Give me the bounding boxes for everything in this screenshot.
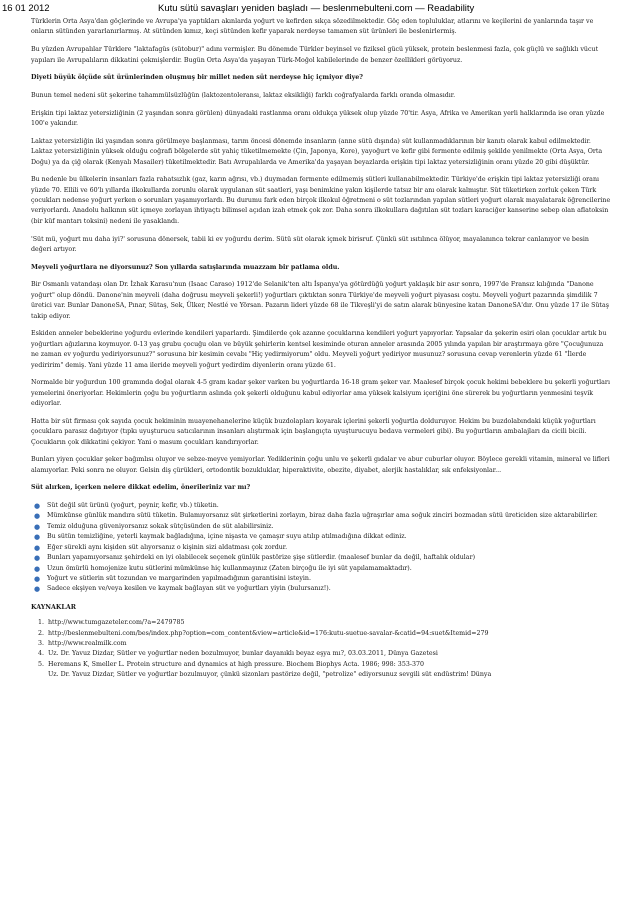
list-item: ● Süt değil süt ürünü (yoğurt, peynir, kefir, vb.) tüketin. — [31, 501, 611, 511]
references-heading: KAYNAKLAR — [31, 603, 76, 611]
paragraph: Erişkin tipi laktaz yetersizliğinin (2 yaşından sonra görülen) dünyadaki rastlanma oranı oldukça yüksek olup yüzde 70'tir. Asya, Afrika ve Amerikan yerli halklarında ise oran yüzde 100'e yakındır. — [31, 109, 605, 128]
question-heading: Meyveli yoğurtlara ne diyorsunuz? Son yıllarda satışlarında muazzam bir patlama oldu. — [31, 263, 340, 271]
article-body — [31, 17, 611, 681]
question-heading: Diyeti büyük ölçüde süt ürünlerinden oluşmuş bir millet neden süt nerdeyse hiç içmiyor diye? — [31, 74, 363, 82]
reference-link[interactable]: 1. http://www.tumgazeteler.com/?a=2479785 — [46, 618, 611, 628]
paragraph: Türklerin Orta Asya'dan göçlerinde ve Avrupa'ya yaptıkları akınlarda yoğurt ve kefirden sıkça sözedilmektedir. Göç eden topluluklar, atlarını ve keçilerini de yanlarında taşır ve onların sütünden yararlanırlarmış. At sütünden kımız, keçi sütünden kefir yaparak nerdeyse tamamen süt ürünleri ile beslenirlermiş. — [31, 18, 594, 36]
list-item: ● Mümkünse günlük mandıra sütü tüketin. Bulamıyorsanız süt şirketlerini zorlayın, biraz daha fazla uğraşırlar ama soğuk zinciri bozmadan sütü üreticiden size aktarabilirler. — [31, 511, 611, 521]
print-header — [0, 0, 638, 16]
reference-item: 4. Uz. Dr. Yavuz Dizdar, Sütler ve yoğurtlar neden bozulmuyor, bunlar dayanıklı beyaz eşya mı?, 03.03.2011, Dünya Gazetesi — [46, 649, 611, 659]
list-item: ● Bu sütün temizliğine, yeterli kaymak bağladığına, içine nişasta ve çamaşır suyu atılıp atılmadığına dikkat ediniz. — [31, 532, 611, 542]
advice-list — [31, 501, 611, 595]
paragraph: Normalde bir yoğurdun 100 gramında doğal olarak 4-5 gram kadar şeker varken bu yoğurtlarda 16-18 gram şeker var. Maalesef birçok çocuk hekimi bebeklere bu şekerli yoğurtları yemelerini öneriyorlar. Hekimlerin çoğu bu yoğurtların aslında çok şekerli olduğunu kabul ediyorlar ama yüksek kalsiyum içeriğini öne sürerek bu yoğurtların yenmesini teşvik ediyorlar. — [31, 379, 610, 408]
reference-item: 5. Heremans K, Smeller L. Protein structure and dynamics at high pressure. Biochem Biophys Acta. 1986; 998: 353-370 — [46, 660, 611, 670]
question-heading: Süt alırken, içerken nelere dikkat edelim, önerileriniz var mı? — [31, 484, 251, 492]
list-item: ● Uzun ömürlü homojenize kutu sütlerini mümkünse hiç kullanmayınız (Zaten birçoğu ile iyi süt yapılamamaktadır). — [31, 564, 611, 574]
paragraph: Bunları yiyen çocuklar şeker bağımlısı oluyor ve sebze-meyve yemiyorlar. Yediklerinin çoğu unlu ve şekerli gıdalar ve abur cuburlar oluyor. Böylece gerekli vitamin, mineral ve lifleri alamıyorlar. Peki sonra ne oluyor. Gelsin diş çürükleri, ortodontik bozukluklar, hiperaktivite, obezite, diyabet, alerjik hastalıklar, sık enfeksiyonlar... — [31, 456, 610, 474]
paragraph: Bu nedenle bu ülkelerin insanları fazla rahatsızlık (gaz, karın ağrısı, vb.) duymadan fermente edilmemiş sütleri kullanabilmektedir. Türkiye'de erişkin tipi laktaz yetersizliği oranı yüzde 70. Ellili ve 60'lı yıllarda ilkokullarda zorunlu olarak uygulanan süt saatleri, yaşı benimkine yakın kişilerde tatsız bir anı olarak kalmıştır. Süt tüketirken zorluk çeken Türk çocukları nedense yoğurt yerken o sorunları yaşamıyorlardı. Bu durumu fark eden birçok ilkokul öğretmeni o süt tozlarından yapılan sütleri yoğurt olarak mayalatarak öğrencilerine veriyorlardı. Anadolu halkının süt içmeye zorlayan ihtiyaçtı bilimsel açıdan izah etmek çok zor. Daha sonra ilkokullara dağıtılan süt tozları karaciğer kanserine sebep olan aflatoksin (bir küf mantarı toksini) nedeni ile yasaklandı. — [31, 176, 611, 225]
list-item: ● Bunları yapamıyorsanız şehirdeki en iyi olabilecek seçenek günlük pastörize şişe sütlerdir. (maalesef bunlar da değil, haftalık oldular) — [31, 553, 611, 563]
paragraph: Bu yüzden Avrupalılar Türklere "laktafagüs (sütobur)" adını vermişler. Bu dönemde Türkler beyinsel ve fiziksel gücü yüksek, protein beslenmesi fazla, çok güçlü ve sağlıklı vücut yapıları ile Avrupalıların dikkatini çekmişlerdir. Bugün Orta Asya'da yaşayan Türk-Moğol kabilelerinde de benzer özellikleri görüyoruz. — [31, 46, 599, 64]
paragraph: 'Süt mü, yoğurt mu daha iyi?' sorusuna dönersek, tabii ki ev yoğurdu derim. Sütü süt olarak içmek birisruf. Çünkü süt ısıtılınca ölüyor, mayalanınca tekrar canlanıyor ve besin değeri artıyor. — [31, 235, 589, 253]
print-title: Kutu sütü savaşları yeniden başladı — beslenmebulteni.com — Readability — [158, 3, 475, 14]
paragraph: Hatta bir süt firması çok sayıda çocuk hekiminin muayenehanelerine küçük buzdolapları koyarak içlerini şekerli yoğurtla dolduruyor. Hekim bu buzdolabındaki küçük yoğurtları çocuklara parasız dağıtıyor (tıpkı uyuşturucu satıcılarının insanları alıştırmak için başlangıçta uyuşturucuyu bedava vermeleri gibi). Bu yoğurtların ambalajları da cicili bicili. Çocukların çok dikkatini çekiyor. Yani o masum çocukları kandırıyorlar. — [31, 417, 596, 446]
paragraph: Eskiden anneler bebeklerine yoğurdu evlerinde kendileri yaparlardı. Şimdilerde çok azanne çocuklarına kendileri yoğurt yapıyorlar. Yapsalar da şekerin esiri olan çocuklar artık bu yoğurtları ağızlarına koymuyor. 0-13 yaş grubu çocuğu olan ve büyük şehirlerin kentsel kesiminde oturan anneler arasında 2005 yılında yapılan bir araştırmaya göre "Çocuğunuza ne zaman ev yoğurdu yediriyorsunuz?" sorusuna bir kesimin cevabı "Hiç yedirmiyorum" oldu. Meyveli yoğurt yediriyor musunuz? sorusuna cevap verenlerin yüzde 61 "İlerde yediririm" demiş. Yani yüzde 11 ama ileride meyveli yoğurt yedirdim diyenlerin oranı yüzde 61. — [31, 330, 607, 369]
list-item: ● Yoğurt ve sütlerin süt tozundan ve margarinden yapılmadığının garantisini isteyin. — [31, 574, 611, 584]
reference-link[interactable]: 2. http://beslenmebulteni.com/bes/index.php?option=com_content&view=article&id=176:kutu-suetue-savalar-&catid=94:suet&Itemid=279 — [46, 629, 611, 639]
reference-item: 6. Uz. Dr. Yavuz Dizdar, Sütler ve yoğurtlar bozulmuyor, çünkü sizonları pastörize değil, "petrolize" ediyorsunuz sevgili süt endüstrim! Dünya — [46, 670, 611, 680]
references-list — [31, 618, 611, 680]
reference-link[interactable]: 3. http://www.realmilk.com — [46, 639, 611, 649]
print-date: 16 01 2012 — [2, 3, 50, 14]
paragraph: Bir Osmanlı vatandaşı olan Dr. İzhak Karasu'nun (Isaac Caraso) 1912'de Selanik'ten altı İspanya'ya götürdüğü yoğurt yaklaşık bir asır sonra, 1997'de Fransız kılığında "Danone yoğurt" olup döndü. Danone'nin meyveli (daha doğrusu meyveli şekerli!) yoğurtları çıktıktan sonra Türkiye'de meyveli yoğurt piyasası coştu. Meyveli yoğurt pazarında şimdilik 7 üretici var. Bunlar DanoneSA, Pınar, Sütaş, Sek, Ülker, Nestlé ve Yörsan. Pazarın lideri yüzde 68 ile Tikveşli'yi de satın alarak bünyesine katan DanoneSA'dır. Onu yüzde 17 ile Sütaş takip ediyor. — [31, 281, 609, 320]
paragraph: Laktaz yetersizliğin iki yaşından sonra görülmeye başlanması, tarım öncesi dönemde insanların (anne sütü dışında) süt kullanmadıklarının bir kanıtı olarak kabul edilmektedir. Laktaz yetersizliğinin yüksek olduğu coğrafi bölgelerde süt yahiç tüketilmemekte (Çin, Japonya, Kore), yayoğurt ve kefir gibi fermente edilmiş şekilde yenilmekte (Orta Asya, Orta Doğu) ya da çiğ olarak (Kenyalı Masailer) tüketilmektedir. Batı Avrupalılarda ve Amerika'da yaşayan beyazlarda erişkin tipi laktaz yetersizliğinin oranı yüzde 20 gibi düşüktür. — [31, 137, 603, 166]
list-item: ● Temiz olduğuna güveniyorsanız sokak sütçüsünden de süt alabilirsiniz. — [31, 522, 611, 532]
list-item: ● Eğer sürekli aynı kişiden süt alıyorsanız o kişinin sizi aldatması çok zordur. — [31, 543, 611, 553]
list-item: ● Sadece ekşiyen ve/veya kesilen ve kaymak bağlayan süt ve yoğurtları yiyin (bulursanız!). — [31, 584, 611, 594]
paragraph: Bunun temel nedeni süt şekerine tahammülsüzlüğün (laktozentoleransı, laktaz eksikliği) farklı coğrafyalarda farklı oranda olmasıdır. — [31, 91, 456, 99]
